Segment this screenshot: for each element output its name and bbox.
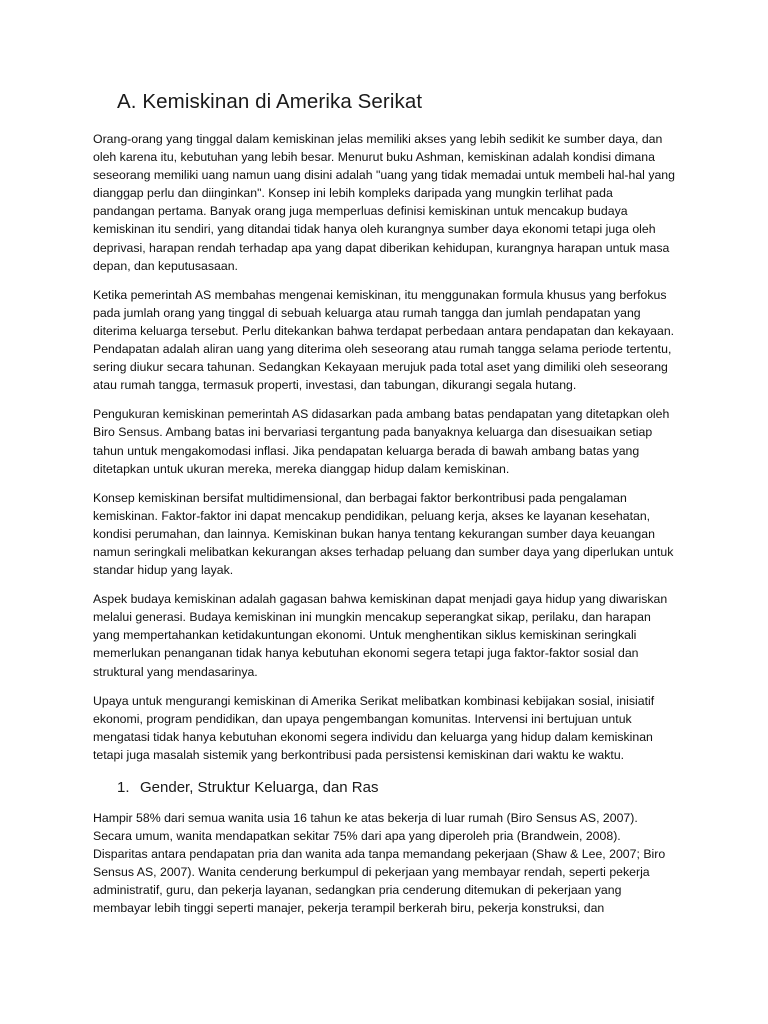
paragraph-4: Konsep kemiskinan bersifat multidimensional, dan berbagai faktor berkontribusi pada pengalaman kemiskinan. Faktor-faktor ini dapat mencakup pendidikan, peluang kerja, akses ke layanan kesehatan, kondisi perumahan, dan lainnya. Kemiskinan bukan hanya tentang kekurangan sumber daya keuangan namun seringkali melibatkan kekurangan akses terhadap peluang dan sumber daya yang diperlukan untuk standar hidup yang layak. bbox=[93, 490, 674, 578]
document-page bbox=[93, 88, 677, 929]
subsection-title: Gender, Struktur Keluarga, dan Ras bbox=[140, 779, 379, 796]
subsection-heading bbox=[117, 778, 677, 798]
paragraph-3: Pengukuran kemiskinan pemerintah AS didasarkan pada ambang batas pendapatan yang ditetapkan oleh Biro Sensus. Ambang batas ini bervariasi tergantung pada banyaknya keluarga dan disesuaikan setiap tahun untuk mengakomodasi inflasi. Jika pendapatan keluarga berada di bawah ambang batas yang ditetapkan untuk ukuran mereka, mereka dianggap hidup dalam kemiskinan. bbox=[93, 407, 670, 476]
section-heading: A. Kemiskinan di Amerika Serikat bbox=[117, 90, 423, 113]
paragraph-2: Ketika pemerintah AS membahas mengenai kemiskinan, itu menggunakan formula khusus yang berfokus pada jumlah orang yang tinggal di sebuah keluarga atau rumah tangga dan jumlah pendapatan yang diterima keluarga tersebut. Perlu ditekankan bahwa terdapat perbedaan antara pendapatan dan kekayaan. Pendapatan adalah aliran uang yang diterima oleh seseorang atau rumah tangga selama periode tertentu, sering diukur secara tahunan. Sedangkan Kekayaan merujuk pada total aset yang dimiliki oleh seseorang atau rumah tangga, termasuk properti, investasi, dan tabungan, dikurangi segala hutang. bbox=[93, 287, 675, 393]
paragraph-7: Hampir 58% dari semua wanita usia 16 tahun ke atas bekerja di luar rumah (Biro Sensus AS, 2007). Secara umum, wanita mendapatkan sekitar 75% dari apa yang diperoleh pria (Brandwein, 2008). Disparitas antara pendapatan pria dan wanita ada tanpa memandang pekerjaan (Shaw & Lee, 2007; Biro Sensus AS, 2007). Wanita cenderung berkumpul di pekerjaan yang membayar rendah, seperti pekerja administratif, guru, dan pekerja layanan, sedangkan pria cenderung ditemukan di pekerjaan yang membayar lebih tinggi seperti manajer, pekerja terampil berkerah biru, pekerja konstruksi, dan bbox=[93, 811, 666, 916]
paragraph-6: Upaya untuk mengurangi kemiskinan di Amerika Serikat melibatkan kombinasi kebijakan sosial, inisiatif ekonomi, program pendidikan, dan upaya pengembangan komunitas. Intervensi ini bertujuan untuk mengatasi tidak hanya kebutuhan ekonomi segera individu dan keluarga yang hidup dalam kemiskinan tetapi juga masalah sistemik yang berkontribusi pada persistensi kemiskinan dari waktu ke waktu. bbox=[93, 693, 655, 762]
paragraph-1: Orang-orang yang tinggal dalam kemiskinan jelas memiliki akses yang lebih sedikit ke sumber daya, dan oleh karena itu, kebutuhan yang lebih besar. Menurut buku Ashman, kemiskinan adalah kondisi dimana seseorang memiliki uang namun uang disini adalah "uang yang tidak memadai untuk membeli hal-hal yang dianggap perlu dan diinginkan". Konsep ini lebih kompleks daripada yang mungkin terlihat pada pandangan pertama. Banyak orang juga memperluas definisi kemiskinan untuk mencakup budaya kemiskinan itu sendiri, yang ditandai tidak hanya oleh kurangnya sumber daya ekonomi tetapi juga oleh deprivasi, harapan rendah terhadap apa yang dapat diberikan kehidupan, kurangnya harapan untuk masa depan, dan keputusasaan. bbox=[93, 132, 675, 273]
paragraph-5: Aspek budaya kemiskinan adalah gagasan bahwa kemiskinan dapat menjadi gaya hidup yang diwariskan melalui generasi. Budaya kemiskinan ini mungkin mencakup seperangkat sikap, perilaku, dan harapan yang mempertahankan ketidakuntungan ekonomi. Untuk menghentikan siklus kemiskinan seringkali memerlukan penanganan tidak hanya kebutuhan ekonomi segera tetapi juga faktor-faktor sosial dan struktural yang mendasarinya. bbox=[93, 592, 668, 679]
subsection-number: 1. bbox=[117, 779, 130, 796]
